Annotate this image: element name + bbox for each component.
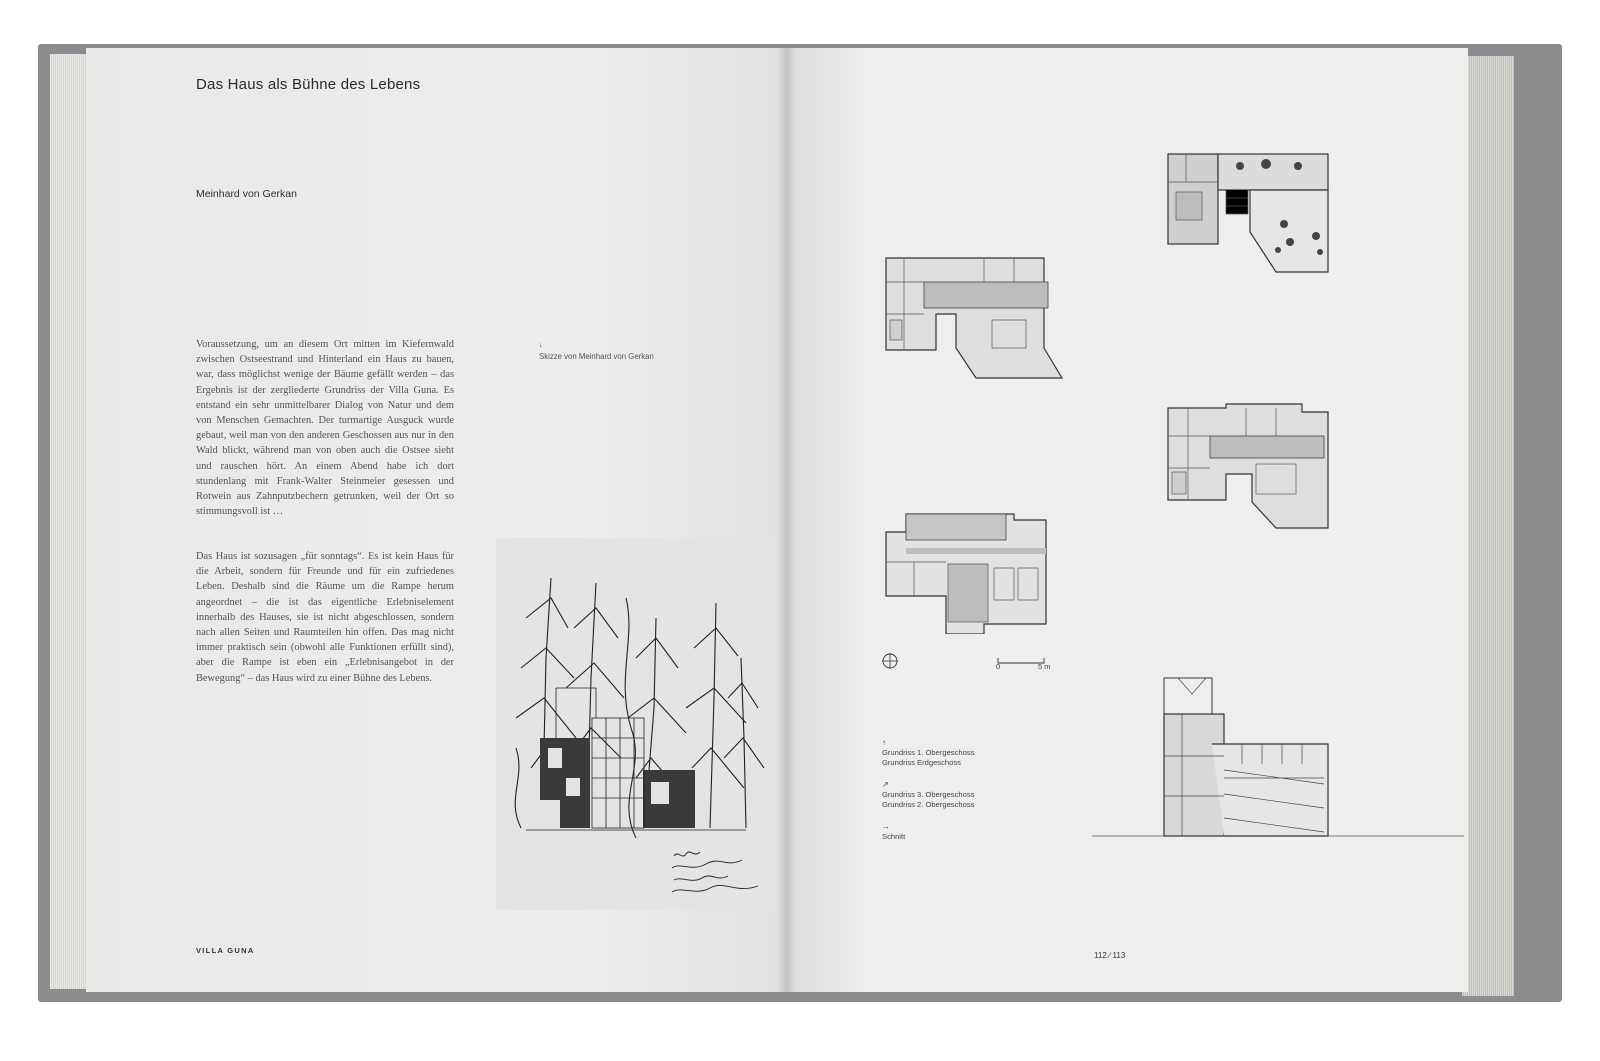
- scale-bar: [994, 652, 1054, 670]
- floor-plan-ground: [884, 512, 1066, 634]
- floor-plan-1st-upper: [884, 254, 1066, 380]
- legend-arrow-right-icon: →: [882, 822, 890, 831]
- sketch-caption: [539, 339, 654, 363]
- legend-line: Grundriss 2. Obergeschoss: [882, 800, 975, 809]
- book-gutter: [776, 48, 796, 992]
- architect-sketch: [496, 538, 776, 910]
- scale-zero-label: 0: [996, 662, 1001, 671]
- page-title: Das Haus als Bühne des Lebens: [196, 76, 421, 93]
- body-paragraph-2: Das Haus ist sozusagen „für sonntags“. Es ist kein Haus für die Arbeit, sondern für Freunde und für ein zufriedenes Leben. Deshalb sind die Räume um die Rampe herum angeordnet – die ist das eigentliche Erlebniselement innerhalb des Hauses, sie ist nicht abgeschlossen, sondern nach allen Seiten und Raumteilen hin offen. Das mag nicht immer praktisch sein (obwohl alle Funktionen erfüllt sind), aber die Rampe ist eben ein „Erlebnisangebot in der Bewegung“ – das Haus wird zu einer Bühne des Lebens.: [196, 551, 454, 684]
- running-footer: VILLA GUNA: [196, 946, 255, 955]
- legend-line: Schnitt: [882, 832, 906, 841]
- caption-arrow-down-icon: ↓: [539, 340, 543, 349]
- section-drawing: [1092, 674, 1464, 864]
- legend-line: Grundriss 1. Obergeschoss: [882, 748, 975, 757]
- floor-plan-3rd-upper: [1166, 152, 1332, 276]
- drawing-legend: [882, 738, 974, 842]
- legend-line: Grundriss 3. Obergeschoss: [882, 790, 975, 799]
- legend-arrow-up-icon: ↑: [882, 738, 886, 747]
- caption-text: Skizze von Meinhard von Gerkan: [539, 352, 654, 361]
- floor-plan-2nd-upper: [1166, 402, 1332, 532]
- author-name: Meinhard von Gerkan: [196, 188, 297, 200]
- body-paragraph-1: Voraussetzung, um an diesem Ort mitten im Kiefernwald zwischen Ostseestrand und Hinterland ein Haus zu bauen, war, dass möglichst wenige der Bäume gefällt werden – das Ergebnis ist der zergliederte Grundriss der Villa Guna. Es entstand ein sehr unmittelbarer Dialog von Natur und dem von Menschen Gemachten. Der turmartige Ausguck wurde gebaut, weil man von den anderen Geschossen aus nur in den Wald blickt, während man von oben auch die Ostsee sieht und rauschen hört. An einem Abend habe ich dort stundenlang mit Frank-Walter Steinmeier gesessen und Rotwein aus Zahnputzbechern getrunken, weil der Ort so stimmungsvoll ist …: [196, 339, 454, 518]
- north-arrow-icon: [881, 652, 899, 675]
- scale-end-label: 5 m: [1038, 662, 1051, 671]
- legend-arrow-up-right-icon: ↗: [882, 780, 889, 789]
- sketch-drawing: [496, 538, 776, 910]
- page-edges-right: [1462, 56, 1514, 996]
- legend-line: Grundriss Erdgeschoss: [882, 758, 961, 767]
- page-numbers: 112 ∕ 113: [1094, 951, 1126, 960]
